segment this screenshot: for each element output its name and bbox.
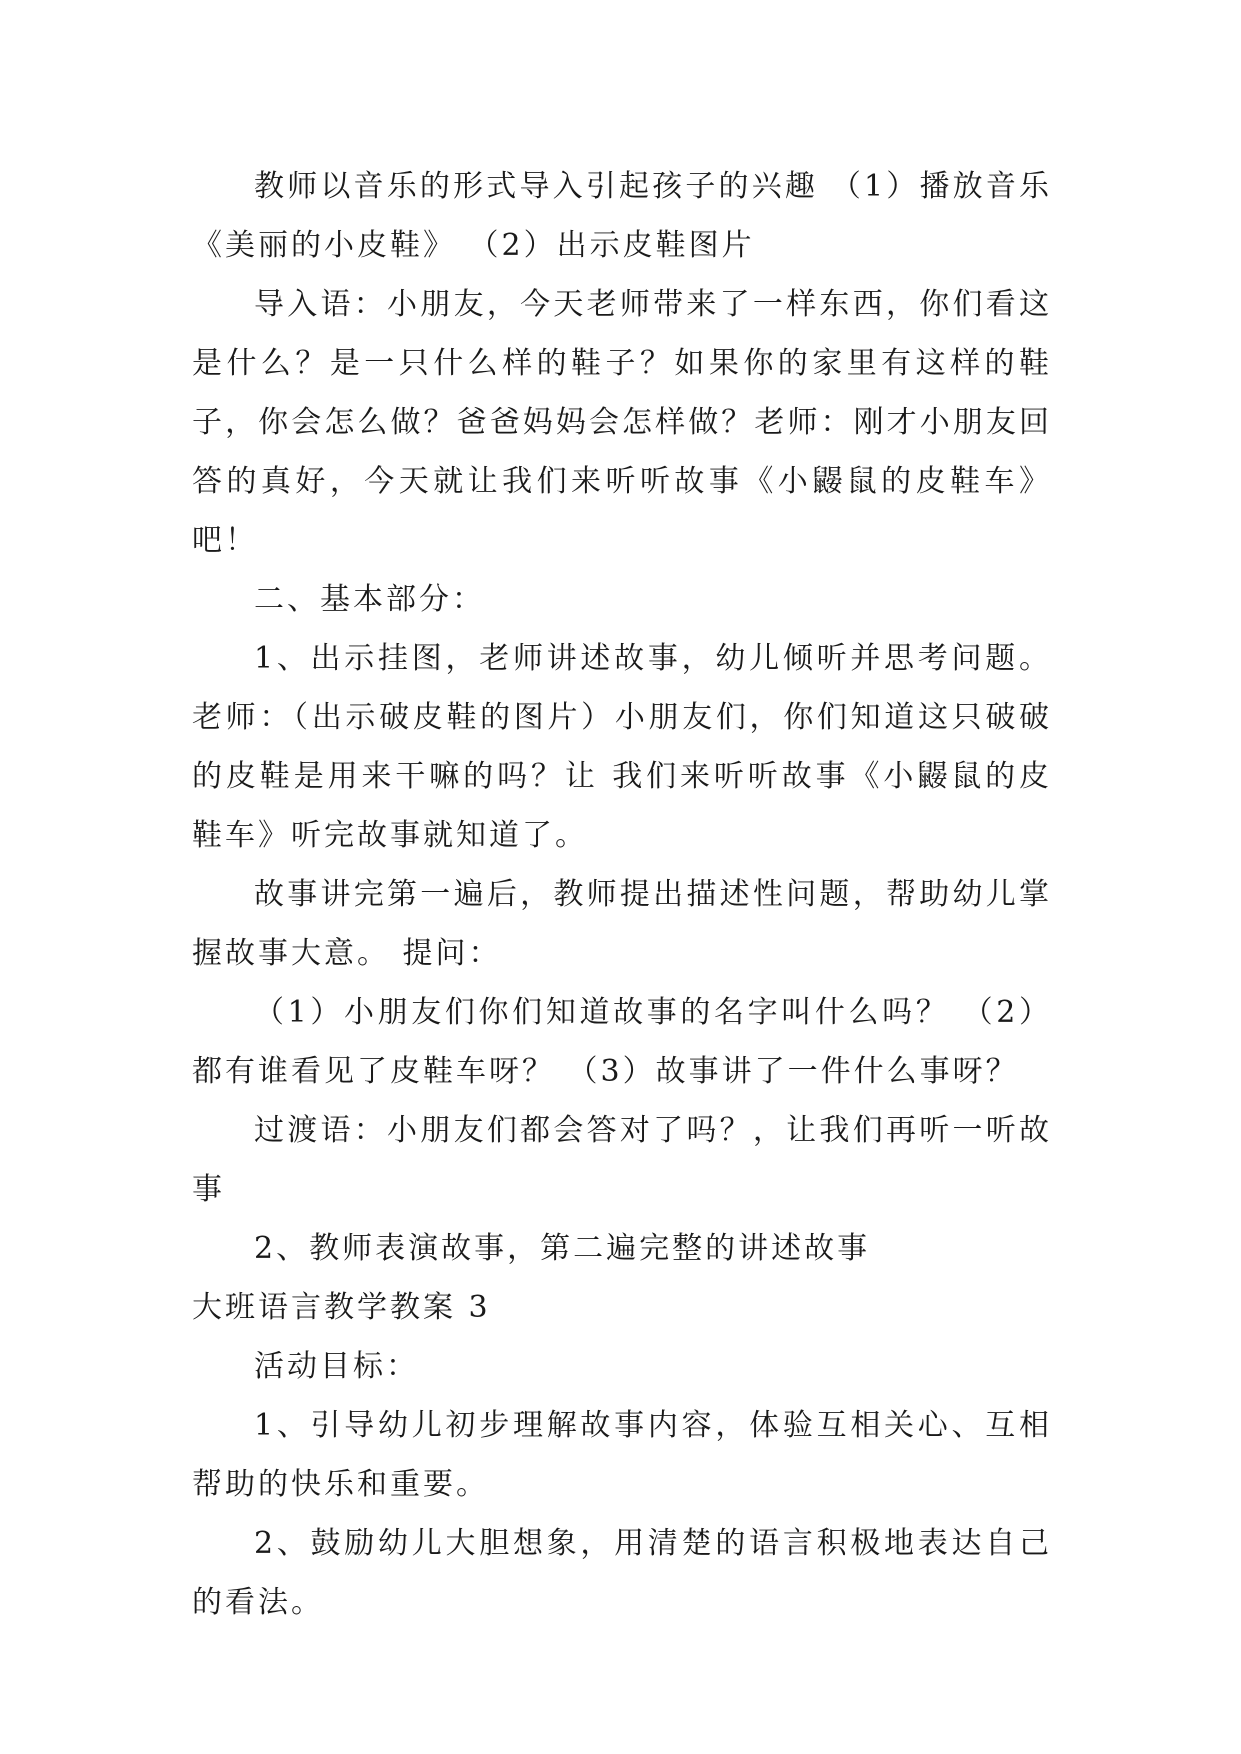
lesson-plan-title: 大班语言教学教案 3 <box>192 1290 491 1325</box>
step-one-paragraph: 1、出示挂图，老师讲述故事，幼儿倾听并思考问题。老师：（出示破皮鞋的图片）小朋友们，你们知道这只破破的皮鞋是用来干嘛的吗？让 我们来听听故事《小鼹鼠的皮鞋车》听完故事就知道了。 <box>192 641 1052 853</box>
questions-paragraph: （1）小朋友们你们知道故事的名字叫什么吗？ （2）都有谁看见了皮鞋车呀？ （3）故事讲了一件什么事呀？ <box>192 995 1052 1089</box>
goal-two-paragraph: 2、鼓励幼儿大胆想象，用清楚的语言积极地表达自己的看法。 <box>192 1526 1052 1620</box>
step-two-paragraph: 2、教师表演故事，第二遍完整的讲述故事 <box>254 1231 871 1266</box>
activity-goals-heading: 活动目标： <box>254 1349 419 1384</box>
document-body <box>192 157 1052 1632</box>
transition-paragraph: 过渡语：小朋友们都会答对了吗？，让我们再听一听故事 <box>192 1113 1052 1207</box>
intro-paragraph: 教师以音乐的形式导入引起孩子的兴趣 （1）播放音乐《美丽的小皮鞋》 （2）出示皮鞋图片 <box>192 169 1052 263</box>
questions-intro-paragraph: 故事讲完第一遍后，教师提出描述性问题，帮助幼儿掌握故事大意。 提问： <box>192 877 1052 971</box>
lead-in-paragraph: 导入语：小朋友，今天老师带来了一样东西，你们看这是什么？是一只什么样的鞋子？如果你的家里有这样的鞋子，你会怎么做？爸爸妈妈会怎样做？老师：刚才小朋友回答的真好，今天就让我们来听听故事《小鼹鼠的皮鞋车》吧！ <box>192 287 1052 558</box>
goal-one-paragraph: 1、引导幼儿初步理解故事内容，体验互相关心、互相帮助的快乐和重要。 <box>192 1408 1052 1502</box>
section-heading-basic: 二、基本部分： <box>254 582 485 617</box>
